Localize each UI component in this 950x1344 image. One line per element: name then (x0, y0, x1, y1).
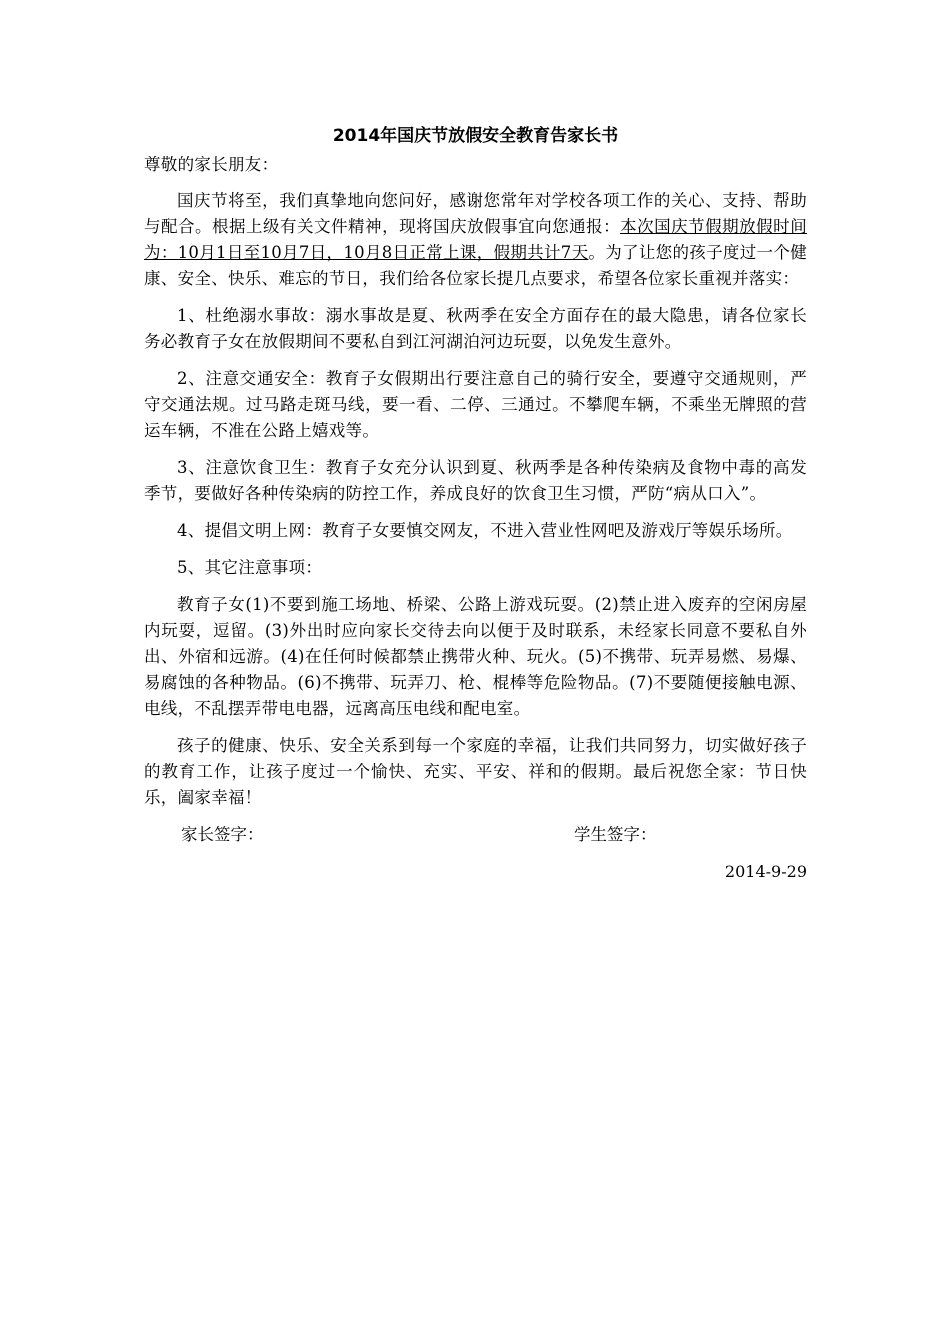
greeting: 尊敬的家长朋友： (144, 155, 279, 174)
item-other-details: 教育子女(1)不要到施工场地、桥梁、公路上游戏玩耍。(2)禁止进入废弃的空闲房屋内玩耍，逗留。(3)外出时应向家长交待去向以便于及时联系，未经家长同意不要私自外出、外宿和远游。(4)在任何时候都禁止携带火种、玩火。(5)不携带、玩弄易燃、易爆、易腐蚀的各种物品。(6)不携带、玩弄刀、枪、棍棒等危险物品。(7)不要随便接触电源、电线，不乱摆弄带电电器，远离高压电线和配电室。 (144, 595, 807, 718)
parent-signature-label: 家长签字： (181, 825, 264, 844)
signature-row (144, 822, 807, 850)
item-drowning: 1、杜绝溺水事故：溺水事故是夏、秋两季在安全方面存在的最大隐患，请各位家长务必教育子女在放假期间不要私自到江河湖泊河边玩耍，以免发生意外。 (144, 306, 807, 351)
student-signature-label: 学生签字： (574, 825, 657, 844)
document-date: 2014-9-29 (724, 862, 807, 881)
item-traffic: 2、注意交通安全：教育子女假期出行要注意自己的骑行安全，要遵守交通规则，严守交通法规。过马路走斑马线，要一看、二停、三通过。不攀爬车辆，不乘坐无牌照的营运车辆，不准在公路上嬉戏等。 (144, 369, 807, 440)
item-other-heading: 5、其它注意事项： (177, 558, 323, 577)
item-internet: 4、提倡文明上网：教育子女要慎交网友，不进入营业性网吧及游戏厅等娱乐场所。 (177, 521, 793, 540)
letter-page (144, 122, 807, 885)
closing-paragraph: 孩子的健康、快乐、安全关系到每一个家庭的幸福，让我们共同努力，切实做好孩子的教育工作，让孩子度过一个愉快、充实、平安、祥和的假期。最后祝您全家：节日快乐，阖家幸福！ (144, 736, 807, 807)
intro-paragraph (144, 188, 807, 292)
intro-text-2: 。为了让您的孩子度过一个健康、安全、快乐、难忘的节日，我们给各位家长提几点要求，希望各位家长重视并落实： (144, 243, 807, 288)
holiday-dates-underlined: 本次国庆节假期放假时间为：10月1日至10月7日，10月8日正常上课，假期共计7天 (144, 217, 807, 262)
intro-text-1: 国庆节将至，我们真挚地向您问好，感谢您常年对学校各项工作的关心、支持、帮助与配合。根据上级有关文件精神，现将国庆放假事宜向您通报： (144, 191, 807, 236)
document-title: 2014年国庆节放假安全教育告家长书 (332, 126, 619, 146)
item-food-hygiene: 3、注意饮食卫生：教育子女充分认识到夏、秋两季是各种传染病及食物中毒的高发季节，要做好各种传染病的防控工作，养成良好的饮食卫生习惯，严防“病从口入”。 (144, 458, 807, 503)
